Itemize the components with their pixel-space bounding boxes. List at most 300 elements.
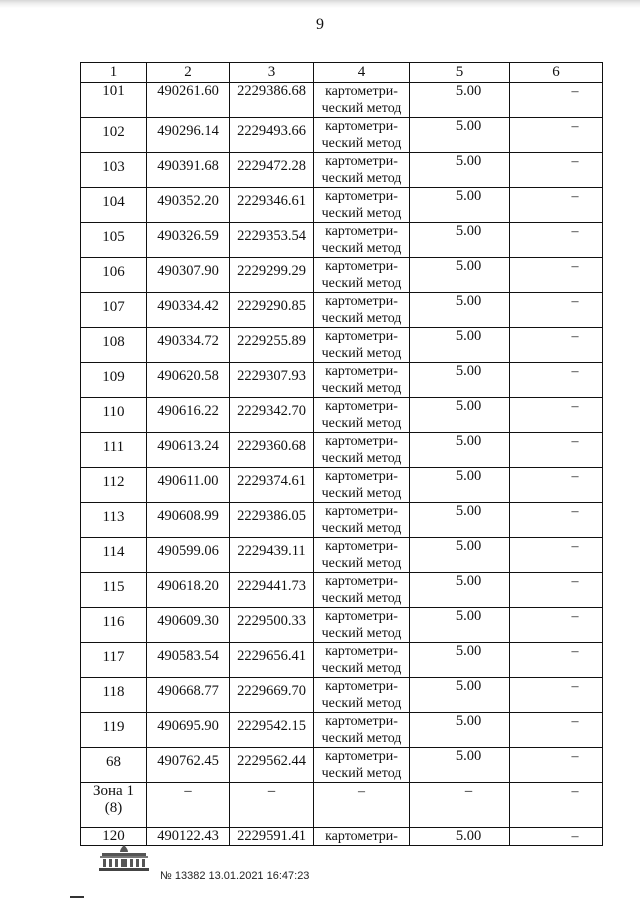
method-line-2: ческий метод — [321, 696, 402, 711]
x-coordinate: 490762.45 — [157, 753, 219, 769]
accuracy-cell — [410, 433, 510, 468]
accuracy-cell — [410, 573, 510, 608]
government-building-logo — [96, 843, 152, 873]
accuracy-cell — [410, 678, 510, 713]
y-coordinate-cell — [230, 503, 314, 538]
table-row — [81, 573, 603, 608]
point-number-cell — [81, 748, 147, 783]
y-coordinate-cell — [230, 328, 314, 363]
accuracy-value: 5.00 — [455, 828, 482, 844]
accuracy-value: 5.00 — [455, 398, 482, 414]
y-coordinate-cell — [230, 678, 314, 713]
method-cell — [314, 678, 410, 713]
table-row — [81, 188, 603, 223]
table-row — [81, 258, 603, 293]
table-row — [81, 223, 603, 258]
zone-label — [81, 783, 146, 817]
note-dash: – — [571, 84, 579, 99]
point-number-cell — [81, 363, 147, 398]
accuracy-value: 5.00 — [455, 118, 482, 134]
point-number: 102 — [102, 124, 125, 140]
y-coordinate-cell — [230, 293, 314, 328]
x-coordinate: 490261.60 — [157, 83, 219, 99]
y-coordinate: 2229290.85 — [237, 298, 306, 314]
accuracy-value: 5.00 — [455, 188, 482, 204]
point-number-cell — [81, 503, 147, 538]
y-coordinate-cell — [230, 713, 314, 748]
accuracy-value: 5.00 — [455, 153, 482, 169]
method-line-2: ческий метод — [321, 591, 402, 606]
x-coordinate-cell — [147, 783, 230, 828]
accuracy-cell — [410, 83, 510, 118]
header-cell: 6 — [510, 63, 603, 83]
accuracy-cell — [410, 538, 510, 573]
point-number: 110 — [102, 404, 125, 420]
x-coordinate-cell — [147, 118, 230, 153]
y-coordinate: 2229386.68 — [237, 83, 306, 99]
x-coordinate: 490583.54 — [157, 648, 219, 664]
method-cell — [314, 573, 410, 608]
note-dash: – — [571, 469, 579, 484]
note-cell — [510, 433, 603, 468]
table-row — [81, 713, 603, 748]
method-line-2: ческий метод — [321, 136, 402, 151]
note-cell — [510, 293, 603, 328]
note-cell — [510, 328, 603, 363]
accuracy-cell — [410, 468, 510, 503]
point-number-cell — [81, 258, 147, 293]
accuracy-value: 5.00 — [455, 468, 482, 484]
accuracy-cell — [410, 293, 510, 328]
point-number-cell — [81, 328, 147, 363]
method-cell — [314, 713, 410, 748]
accuracy-value: 5.00 — [455, 293, 482, 309]
method-line-2: ческий метод — [321, 766, 402, 781]
method-line-2: ческий метод — [321, 276, 402, 291]
note-cell — [510, 153, 603, 188]
table-row — [81, 118, 603, 153]
note-dash: – — [571, 749, 579, 764]
note-dash: – — [571, 189, 579, 204]
point-number: 101 — [102, 83, 125, 99]
method-cell — [314, 223, 410, 258]
point-number-cell — [81, 538, 147, 573]
y-coordinate: 2229656.41 — [237, 648, 306, 664]
y-coordinate: 2229669.70 — [237, 683, 306, 699]
accuracy-cell — [410, 223, 510, 258]
method-line-1: картометри- — [325, 329, 398, 344]
x-coordinate: 490609.30 — [157, 613, 219, 629]
x-coordinate: 490616.22 — [157, 403, 219, 419]
method-line-1: картометри- — [325, 294, 398, 309]
note-dash: – — [571, 574, 579, 589]
method-line-1: картометри- — [325, 469, 398, 484]
method-line-1: картометри- — [325, 749, 398, 764]
y-coordinate: 2229441.73 — [237, 578, 306, 594]
note-dash: – — [571, 329, 579, 344]
y-coordinate: 2229360.68 — [237, 438, 306, 454]
method-line-1: картометри- — [325, 504, 398, 519]
method-line-1: картометри- — [325, 434, 398, 449]
note-dash: – — [571, 504, 579, 519]
x-coordinate: 490334.72 — [157, 333, 219, 349]
method-line-2: ческий метод — [321, 171, 402, 186]
method-cell — [314, 748, 410, 783]
note-cell — [510, 828, 603, 846]
zone-row — [81, 783, 603, 828]
note-dash: – — [571, 679, 579, 694]
y-coordinate-cell — [230, 643, 314, 678]
point-number-cell — [81, 713, 147, 748]
accuracy-value: 5.00 — [455, 363, 482, 379]
point-number-cell — [81, 573, 147, 608]
x-coordinate-cell — [147, 643, 230, 678]
y-coordinate-cell — [230, 608, 314, 643]
note-cell — [510, 573, 603, 608]
x-coordinate-cell — [147, 223, 230, 258]
y-coordinate: 2229439.11 — [237, 543, 306, 559]
point-number: 117 — [102, 649, 125, 665]
accuracy-value: 5.00 — [455, 608, 482, 624]
method-line-2: ческий метод — [321, 486, 402, 501]
table-row — [81, 678, 603, 713]
table-row — [81, 828, 603, 846]
method-line-1: картометри- — [325, 679, 398, 694]
x-coordinate-cell — [147, 538, 230, 573]
method-dash: – — [358, 784, 365, 799]
accuracy-cell — [410, 188, 510, 223]
note-dash: – — [571, 784, 579, 799]
table-row — [81, 398, 603, 433]
note-cell — [510, 363, 603, 398]
method-cell — [314, 828, 410, 846]
y-coordinate-cell — [230, 153, 314, 188]
table-row — [81, 643, 603, 678]
method-cell — [314, 643, 410, 678]
accuracy-cell — [410, 643, 510, 678]
y-coordinate: 2229472.28 — [237, 158, 306, 174]
point-number-cell — [81, 468, 147, 503]
method-cell — [314, 293, 410, 328]
note-dash: – — [571, 609, 579, 624]
accuracy-value: 5.00 — [455, 223, 482, 239]
method-line-2: ческий метод — [321, 101, 402, 116]
point-number: 103 — [102, 159, 125, 175]
method-cell — [314, 118, 410, 153]
method-cell — [314, 398, 410, 433]
point-number: 115 — [102, 579, 125, 595]
x-coordinate: 490608.99 — [157, 508, 219, 524]
x-coordinate: 490307.90 — [157, 263, 219, 279]
method-cell — [314, 468, 410, 503]
point-number: 111 — [102, 439, 125, 455]
accuracy-value: 5.00 — [455, 503, 482, 519]
method-line-1: картометри- — [325, 574, 398, 589]
y-coordinate-cell — [230, 783, 314, 828]
note-dash: – — [571, 259, 579, 274]
x-coordinate: 490613.24 — [157, 438, 219, 454]
table-row — [81, 83, 603, 118]
note-cell — [510, 188, 603, 223]
note-cell — [510, 223, 603, 258]
method-line-2: ческий метод — [321, 241, 402, 256]
point-number-cell — [81, 118, 147, 153]
note-dash: – — [571, 119, 579, 134]
point-number: 114 — [102, 544, 125, 560]
y-coordinate-cell — [230, 538, 314, 573]
point-number-cell — [81, 153, 147, 188]
y-coordinate: 2229346.61 — [237, 193, 306, 209]
point-number: 68 — [106, 754, 121, 770]
y-coordinate: 2229542.15 — [237, 718, 306, 734]
point-number-cell — [81, 398, 147, 433]
y-dash: – — [267, 783, 276, 799]
zone-label-line-2: (8) — [104, 800, 123, 816]
method-line-1: картометри- — [325, 259, 398, 274]
method-line-1: картометри- — [325, 189, 398, 204]
accuracy-value: 5.00 — [455, 258, 482, 274]
y-coordinate-cell — [230, 828, 314, 846]
note-cell — [510, 783, 603, 828]
method-line-2: ческий метод — [321, 346, 402, 361]
method-cell — [314, 503, 410, 538]
point-number: 105 — [102, 229, 125, 245]
accuracy-cell — [410, 363, 510, 398]
method-cell — [314, 363, 410, 398]
y-coordinate: 2229386.05 — [237, 508, 306, 524]
x-coordinate-cell — [147, 828, 230, 846]
accuracy-cell — [410, 258, 510, 293]
method-line-1: картометри- — [325, 609, 398, 624]
x-coordinate: 490326.59 — [157, 228, 219, 244]
point-number: 104 — [102, 194, 125, 210]
page-number: 9 — [316, 16, 324, 33]
x-coordinate-cell — [147, 608, 230, 643]
method-cell — [314, 608, 410, 643]
accuracy-value: 5.00 — [455, 83, 482, 99]
method-cell — [314, 433, 410, 468]
document-registration-stamp: № 13382 13.01.2021 16:47:23 — [160, 870, 310, 882]
x-coordinate: 490334.42 — [157, 298, 219, 314]
x-coordinate: 490668.77 — [157, 683, 219, 699]
x-coordinate-cell — [147, 503, 230, 538]
note-cell — [510, 678, 603, 713]
x-coordinate-cell — [147, 573, 230, 608]
y-coordinate: 2229342.70 — [237, 403, 306, 419]
coordinates-table — [80, 62, 603, 846]
method-line-2: ческий метод — [321, 206, 402, 221]
x-coordinate: 490391.68 — [157, 158, 219, 174]
accuracy-cell — [410, 748, 510, 783]
accuracy-value: 5.00 — [455, 538, 482, 554]
x-coordinate-cell — [147, 678, 230, 713]
y-coordinate-cell — [230, 83, 314, 118]
method-line-1: картометри- — [325, 119, 398, 134]
note-dash: – — [571, 829, 579, 844]
y-coordinate-cell — [230, 223, 314, 258]
accuracy-value: 5.00 — [455, 748, 482, 764]
accuracy-cell — [410, 828, 510, 846]
x-coordinate-cell — [147, 748, 230, 783]
method-line-2: ческий метод — [321, 626, 402, 641]
point-number: 116 — [102, 614, 125, 630]
table-row — [81, 433, 603, 468]
method-cell — [314, 83, 410, 118]
header-cell: 4 — [314, 63, 410, 83]
method-cell — [314, 328, 410, 363]
accuracy-value: 5.00 — [455, 573, 482, 589]
point-number-cell — [81, 293, 147, 328]
note-dash: – — [571, 714, 579, 729]
accuracy-value: 5.00 — [455, 713, 482, 729]
y-coordinate-cell — [230, 468, 314, 503]
note-dash: – — [571, 294, 579, 309]
header-cell: 5 — [410, 63, 510, 83]
y-coordinate: 2229353.54 — [237, 228, 306, 244]
y-coordinate-cell — [230, 363, 314, 398]
method-cell — [314, 783, 410, 828]
point-number-cell — [81, 188, 147, 223]
accuracy-cell — [410, 783, 510, 828]
x-coordinate-cell — [147, 258, 230, 293]
method-line-1: картометри- — [325, 84, 398, 99]
note-dash: – — [571, 154, 579, 169]
y-coordinate: 2229500.33 — [237, 613, 306, 629]
method-line-2: ческий метод — [321, 451, 402, 466]
method-line-2: ческий метод — [321, 556, 402, 571]
x-coordinate-cell — [147, 328, 230, 363]
y-coordinate-cell — [230, 433, 314, 468]
note-dash: – — [571, 399, 579, 414]
header-cell: 3 — [230, 63, 314, 83]
method-line-2: ческий метод — [321, 381, 402, 396]
x-coordinate: 490122.43 — [157, 828, 219, 844]
method-cell — [314, 188, 410, 223]
method-line-1: картометри- — [325, 539, 398, 554]
accuracy-cell — [410, 118, 510, 153]
y-coordinate: 2229374.61 — [237, 473, 306, 489]
note-cell — [510, 468, 603, 503]
zone-label-line-1: Зона 1 — [93, 783, 134, 799]
table-row — [81, 503, 603, 538]
accuracy-cell — [410, 713, 510, 748]
x-coordinate: 490599.06 — [157, 543, 219, 559]
note-cell — [510, 83, 603, 118]
method-cell — [314, 153, 410, 188]
method-cell — [314, 538, 410, 573]
table-row — [81, 153, 603, 188]
method-line-2: ческий метод — [321, 661, 402, 676]
point-number-cell — [81, 643, 147, 678]
point-number-cell — [81, 433, 147, 468]
x-coordinate-cell — [147, 713, 230, 748]
accuracy-cell — [410, 398, 510, 433]
method-line-2: ческий метод — [321, 521, 402, 536]
x-coordinate-cell — [147, 83, 230, 118]
accuracy-value: 5.00 — [455, 643, 482, 659]
y-coordinate-cell — [230, 118, 314, 153]
y-coordinate: 2229299.29 — [237, 263, 306, 279]
x-coordinate-cell — [147, 188, 230, 223]
x-coordinate: 490296.14 — [157, 123, 219, 139]
note-cell — [510, 398, 603, 433]
accuracy-value: 5.00 — [455, 328, 482, 344]
point-number-cell — [81, 678, 147, 713]
x-coordinate: 490352.20 — [157, 193, 219, 209]
table-row — [81, 328, 603, 363]
accuracy-cell — [410, 608, 510, 643]
point-number: 120 — [102, 828, 125, 844]
zone-label-cell — [81, 783, 147, 828]
scan-top-edge — [0, 0, 640, 8]
x-coordinate-cell — [147, 153, 230, 188]
method-line-1: картометри- — [325, 644, 398, 659]
x-coordinate: 490620.58 — [157, 368, 219, 384]
note-cell — [510, 118, 603, 153]
y-coordinate-cell — [230, 748, 314, 783]
y-coordinate: 2229493.66 — [237, 123, 306, 139]
table-row — [81, 363, 603, 398]
point-number: 112 — [102, 474, 125, 490]
note-dash: – — [571, 434, 579, 449]
x-dash: – — [184, 783, 192, 799]
method-cell — [314, 258, 410, 293]
accuracy-dash: – — [464, 783, 473, 799]
method-line-1: картометри- — [325, 364, 398, 379]
method-line-2: ческий метод — [321, 311, 402, 326]
table-row — [81, 538, 603, 573]
table-row — [81, 748, 603, 783]
x-coordinate: 490618.20 — [157, 578, 219, 594]
note-cell — [510, 608, 603, 643]
point-number: 107 — [102, 299, 125, 315]
method-line-1: картометри- — [325, 399, 398, 414]
note-cell — [510, 258, 603, 293]
note-dash: – — [571, 364, 579, 379]
point-number: 106 — [102, 264, 125, 280]
table-row — [81, 608, 603, 643]
y-coordinate-cell — [230, 188, 314, 223]
accuracy-cell — [410, 503, 510, 538]
note-cell — [510, 748, 603, 783]
y-coordinate: 2229562.44 — [237, 753, 306, 769]
method-line-2: ческий метод — [321, 731, 402, 746]
x-coordinate: 490611.00 — [157, 473, 219, 489]
point-number: 118 — [102, 684, 125, 700]
note-cell — [510, 538, 603, 573]
y-coordinate-cell — [230, 398, 314, 433]
x-coordinate-cell — [147, 293, 230, 328]
x-coordinate-cell — [147, 433, 230, 468]
accuracy-value: 5.00 — [455, 433, 482, 449]
header-cell: 1 — [81, 63, 147, 83]
point-number-cell — [81, 223, 147, 258]
y-coordinate-cell — [230, 573, 314, 608]
y-coordinate: 2229255.89 — [237, 333, 306, 349]
note-cell — [510, 503, 603, 538]
x-coordinate: 490695.90 — [157, 718, 219, 734]
table-row — [81, 468, 603, 503]
method-line-2: ческий метод — [321, 416, 402, 431]
y-coordinate: 2229307.93 — [237, 368, 306, 384]
header-cell: 2 — [147, 63, 230, 83]
x-coordinate-cell — [147, 363, 230, 398]
note-cell — [510, 713, 603, 748]
point-number: 109 — [102, 369, 125, 385]
table-row — [81, 293, 603, 328]
accuracy-value: 5.00 — [455, 678, 482, 694]
point-number: 108 — [102, 334, 125, 350]
